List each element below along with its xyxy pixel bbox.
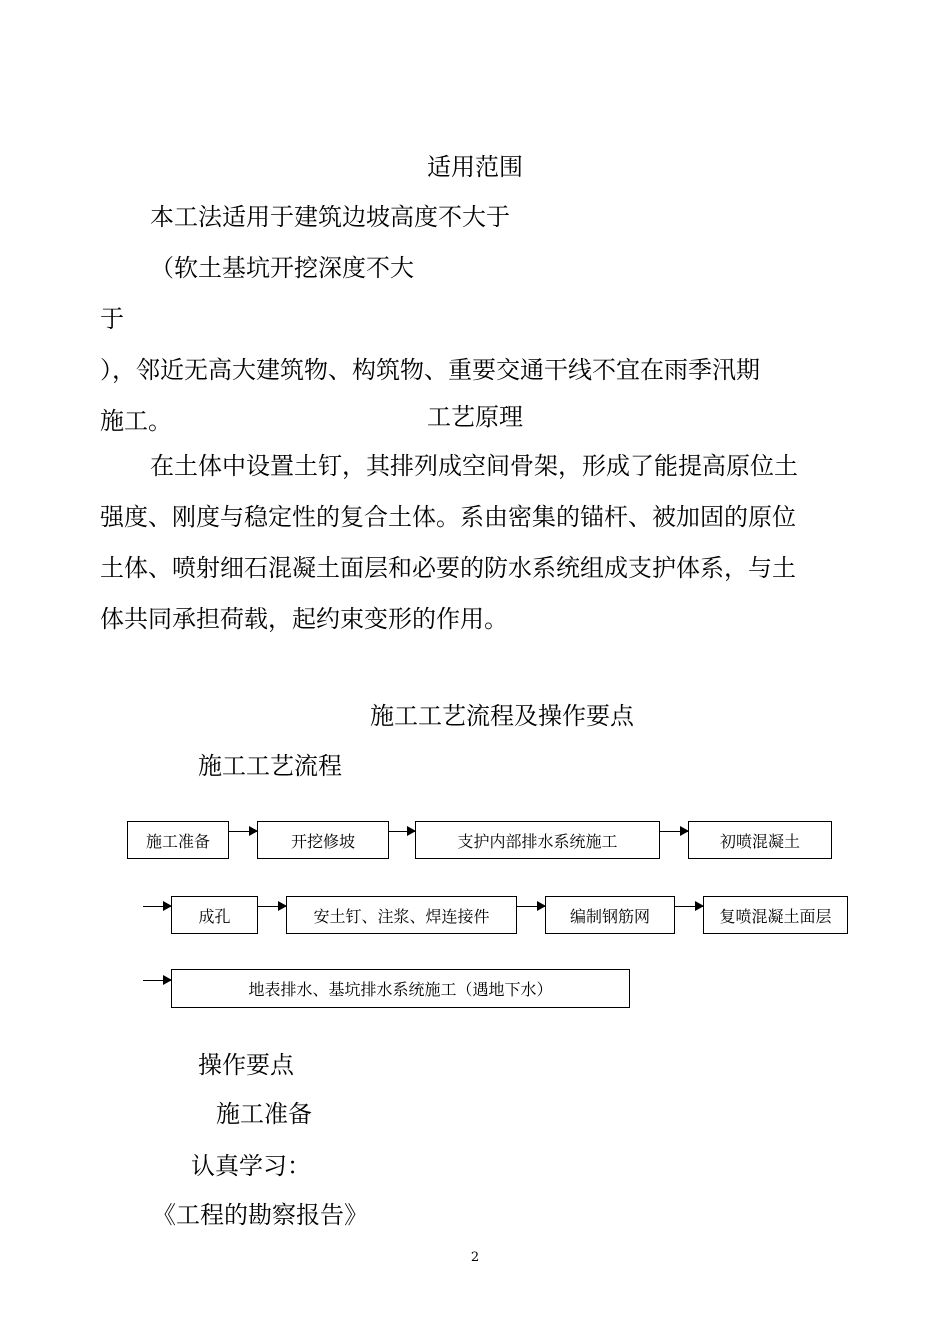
principle-line-3: 土体、喷射细石混凝土面层和必要的防水系统组成支护体系，与土: [100, 554, 796, 582]
flow-arrow: [258, 906, 286, 907]
flow-arrow: [517, 906, 545, 907]
flow-arrow: [675, 906, 703, 907]
flow-arrow: [389, 831, 415, 832]
survey-report-title: 《工程的勘察报告》: [152, 1201, 368, 1229]
scope-line-3: 施工。: [100, 407, 172, 435]
study-label: 认真学习：: [191, 1152, 311, 1180]
flow-step-drill: 成孔: [171, 896, 258, 934]
flow-step-excavate: 开挖修坡: [257, 821, 389, 859]
scope-line-1a: 本工法适用于建筑边坡高度不大于: [150, 203, 510, 231]
principle-paragraph: [100, 441, 852, 645]
flow-step-mesh: 编制钢筋网: [545, 896, 675, 934]
flow-arrow: [143, 980, 171, 981]
scope-line-2b: ），邻近无高大建筑物、构筑物、重要交通干线不宜在雨季汛期: [100, 356, 760, 384]
page-number: 2: [470, 1250, 480, 1265]
section-title-scope: 适用范围: [427, 153, 523, 181]
construction-prep-heading: 施工准备: [216, 1100, 312, 1128]
flow-step-final-spray: 复喷混凝土面层: [703, 896, 848, 934]
scope-line-1b: （软土基坑开挖深度不大: [150, 254, 414, 282]
flow-arrow: [229, 831, 257, 832]
flow-step-surface-drainage: 地表排水、基坑排水系统施工（遇地下水）: [171, 969, 630, 1008]
principle-line-1: 在土体中设置土钉，其排列成空间骨架，形成了能提高原位土: [150, 452, 798, 480]
section-title-process: 施工工艺流程及操作要点: [370, 702, 634, 730]
process-flow-subtitle: 施工工艺流程: [198, 752, 342, 780]
operation-points-heading: 操作要点: [198, 1051, 294, 1079]
principle-line-4: 体共同承担荷载，起约束变形的作用。: [100, 605, 508, 633]
flow-arrow: [143, 906, 171, 907]
flow-step-internal-drainage: 支护内部排水系统施工: [415, 821, 660, 859]
scope-line-1: [100, 192, 852, 294]
principle-line-2: 强度、刚度与稳定性的复合土体。系由密集的锚杆、被加固的原位: [100, 503, 796, 531]
scope-line-2: [100, 294, 852, 396]
section-title-principle: 工艺原理: [427, 403, 523, 431]
scope-line-2a: 于: [100, 305, 124, 333]
flow-step-prepare: 施工准备: [127, 821, 229, 859]
flow-step-install-nails: 安土钉、注浆、焊连接件: [286, 896, 517, 934]
flow-arrow: [660, 831, 688, 832]
flow-step-initial-spray: 初喷混凝土: [688, 821, 832, 859]
